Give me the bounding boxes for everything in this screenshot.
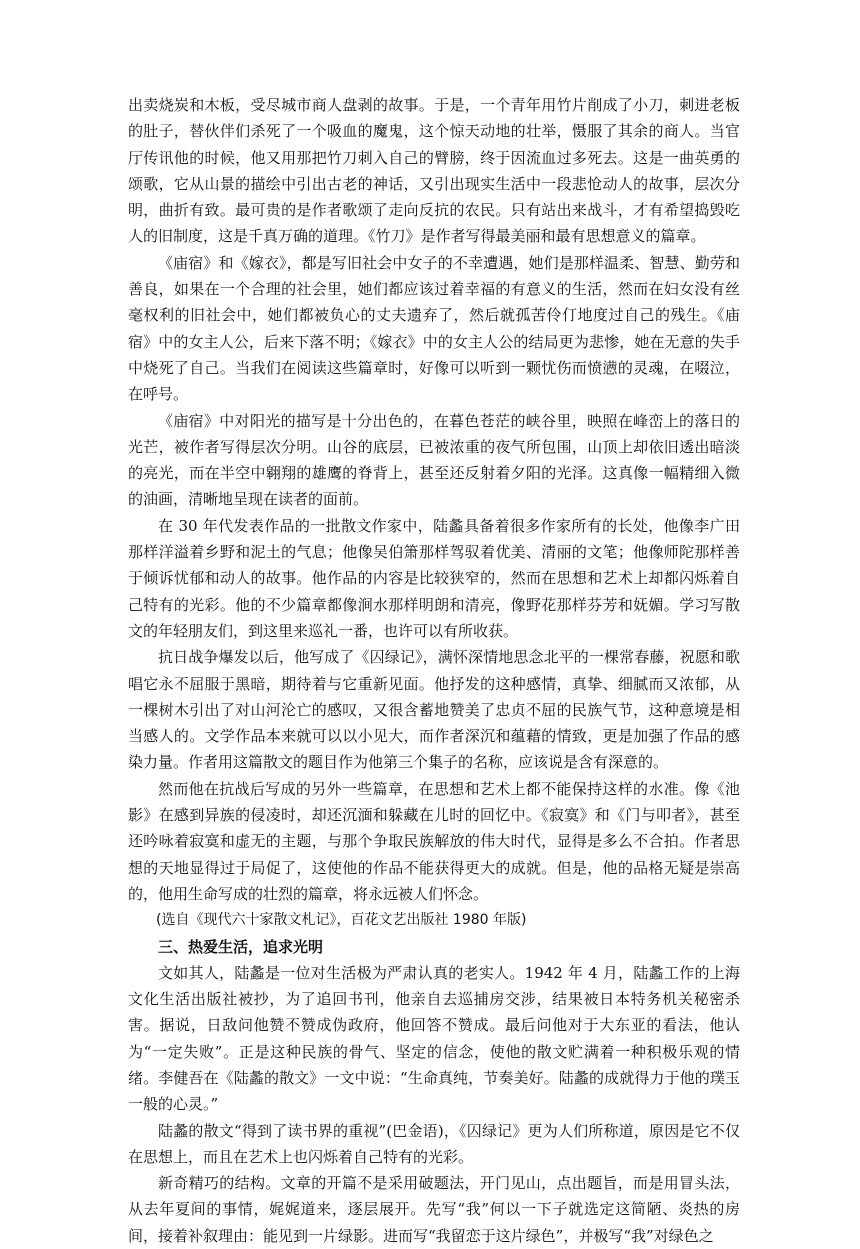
source-citation: (选自《现代六十家散文札记》，百花文艺出版社 1980 年版) (156, 912, 527, 929)
paragraph-imprisoned-green: 抗日战争爆发以后，他写成了《囚绿记》，满怀深情地思念北平的一棵常春藤，祝愿和歌唱它永不屈服于黑暗，期待着与它重新见面。他抒发的这种感情，真挚、细腻而又浓郁，从一棵树木引出了对山河沦亡的感叹，又很含蓄地赞美了忠贞不屈的民族气节，这种意境是相当感人的。文学作品本来就可以以小见大，而作者深沉和蕴藉的情致，更是加强了作品的感染力量。作者用这篇散文的题目作为他第三个集子的名称，应该说是含有深意的。 (128, 648, 740, 772)
paragraph-novel-structure: 新奇精巧的结构。文章的开篇不是采用破题法，开门见山，点出题旨，而是用冒头法，从去年夏间的事情，娓娓道来，逐层展开。先写“我”何以一下子就选定这简陋、炎热的房间，接着补叙理由：能见到一片绿影。进而写“我留恋于这片绿色”，并极写“我”对绿色之 (128, 1174, 740, 1245)
paragraph-later-works: 然而他在抗战后写成的另外一些篇章，在思想和艺术上都不能保持这样的水准。像《池影》在感到异族的侵凌时，却还沉湎和躲藏在儿时的回忆中。《寂寞》和《门与叩者》，甚至还吟咏着寂寞和虚无的主题，与那个争取民族解放的伟大时代，显得是多么不合拍。作者思想的天地显得过于局促了，这使他的作品不能获得更大的成就。但是，他的品格无疑是崇高的，他用生命写成的壮烈的篇章，将永远被人们怀念。 (128, 779, 740, 903)
paragraph-thirties-essayists: 在 30 年代发表作品的一批散文作家中，陆蠡具备着很多作家所有的长处，他像李广田那样洋溢着乡野和泥土的气息；他像吴伯箫那样驾驭着优美、清丽的文笔；他像师陀那样善于倾诉忧郁和动人的故事。他作品的内容是比较狭窄的，然而在思想和艺术上却都闪烁着自己特有的光彩。他的不少篇章都像涧水那样明朗和清亮，像野花那样芬芳和妩媚。学习写散文的年轻朋友们，到这里来巡礼一番，也许可以有所收获。 (128, 516, 740, 640)
document-page (128, 92, 740, 1249)
paragraph-bamboo-knife: 出卖烧炭和木板，受尽城市商人盘剥的故事。于是，一个青年用竹片削成了小刀，刺进老板的肚子，替伙伴们杀死了一个吸血的魔鬼，这个惊天动地的壮举，慑服了其余的商人。当官厅传讯他的时候，他又用那把竹刀刺入自己的臂膀，终于因流血过多死去。这是一曲英勇的颂歌，它从山景的描绘中引出古老的神话，又引出现实生活中一段悲怆动人的故事，层次分明，曲折有致。最可贵的是作者歌颂了走向反抗的农民。只有站出来战斗，才有希望捣毁吃人的旧制度，这是千真万确的道理。《竹刀》是作者写得最美丽和最有思想意义的篇章。 (128, 96, 740, 246)
paragraph-temple-and-dress: 《庙宿》和《嫁衣》，都是写旧社会中女子的不幸遭遇，她们是那样温柔、智慧、勤劳和善良，如果在一个合理的社会里，她们都应该过着幸福的有意义的生活，然而在妇女没有丝毫权利的旧社会中，她们都被负心的丈夫遗弃了，然后就孤苦伶仃地度过自己的残生。《庙宿》中的女主人公，后来下落不明；《嫁衣》中的女主人公的结局更为悲惨，她在无意的失手中烧死了自己。当我们在阅读这些篇章时，好像可以听到一颗忧伤而愤懑的灵魂，在啜泣，在呼号。 (128, 253, 740, 404)
paragraph-sunlight-description: 《庙宿》中对阳光的描写是十分出色的，在暮色苍茫的峡谷里，映照在峰峦上的落日的光芒，被作者写得层次分明。山谷的底层，已被浓重的夜气所包围，山顶上却依旧透出暗淡的亮光，而在半空中翱翔的雄鹰的脊背上，甚至还反射着夕阳的光泽。这真像一幅精细入微的油画，清晰地呈现在读者的面前。 (128, 411, 740, 509)
paragraph-reader-recognition: 陆蠡的散文“得到了读书界的重视”(巴金语)，《囚绿记》更为人们所称道，原因是它不仅在思想上，而且在艺术上也闪烁着自己特有的光彩。 (128, 1121, 740, 1166)
section-heading: 三、热爱生活，追求光明 (158, 937, 324, 956)
paragraph-writing-reflects-person: 文如其人，陆蠡是一位对生活极为严肃认真的老实人。1942 年 4 月，陆蠡工作的上海文化生活出版社被抄，为了追回书刊，他亲自去巡捕房交涉，结果被日本特务机关秘密杀害。据说，日敌问他赞不赞成伪政府，他回答不赞成。最后问他对于大东亚的看法，他认为“一定失败”。正是这种民族的骨气、坚定的信念，使他的散文贮满着一种积极乐观的情绪。李健吾在《陆蠡的散文》一文中说：“生命真纯，节奏美好。陆蠡的成就得力于他的璞玉一般的心灵。” (128, 963, 740, 1114)
